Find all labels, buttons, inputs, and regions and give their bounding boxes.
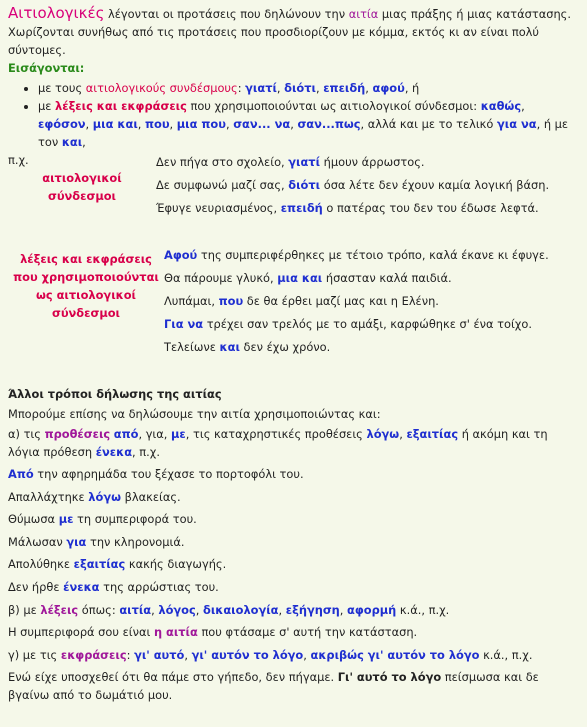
example-row: Θύμωσα με τη συμπεριφορά του. [8,512,197,527]
pch-label: π.χ. [8,153,29,167]
bullet-expressions: • με λέξεις και εκφράσεις που χρησιμοποιούνται ως αιτιολογικοί σύνδεσμοι: καθώς, εφόσον, μια και, που, μια που, σαν... να, σαν...πως, αλλά και με το τελικό για να, ή με τον και, [38,97,579,151]
eisagontai-heading: Εισάγονται: [8,61,85,75]
example-row: Η συμπεριφορά σου είναι η αιτία που φτάσαμε σ' αυτή την κατάσταση. [8,625,418,640]
example-row: Μάλωσαν για την κληρονομιά. [8,534,185,549]
group1-label: αιτιολογικοί σύνδεσμοι [42,170,122,203]
example-row: Από την αφηρημάδα του ξέχασε το πορτοφόλι του. [8,467,304,481]
example-row: Τελείωνε και δεν έχω χρόνο. [164,340,331,354]
other-intro: Μπορούμε επίσης να δηλώσουμε την αιτία χρησιμοποιώντας και: [8,407,381,421]
example-row: Απολύθηκε εξαιτίας κακής διαγωγής. [8,557,227,572]
section-c: γ) με τις εκφράσεις: γι' αυτό, γι' αυτόν το λόγο, ακριβώς γι' αυτόν το λόγο κ.ά., π.χ. [8,647,533,662]
example-row: Θα πάρουμε γλυκό, μια και ήσασταν καλά παιδιά. [164,271,452,285]
group2-label: λέξεις και εκφράσεις που χρησιμοποιούνται ως αιτιολογικοί σύνδεσμοι [13,252,159,320]
example-row: Δεν ήρθε ένεκα της αρρώστιας του. [8,579,219,594]
group1-rows [156,149,579,220]
example-row: Έφυγε νευριασμένος, επειδή ο πατέρας του δεν του έδωσε λεφτά. [156,201,539,215]
group2-rows [164,244,579,359]
example-row: Δε συμφωνώ μαζί σας, διότι όσα λέτε δεν έχουν καμία λογική βάση. [156,178,550,192]
aitia-word: αιτία [348,7,379,21]
example-row: Ενώ είχε υποσχεθεί ότι θα πάμε στο γήπεδο, δεν πήγαμε. Γι' αυτό το λόγο πείσμωσα και δε βγαίνω από το δωμάτιό μου. [8,670,539,703]
intro-title: Αιτιολογικές [8,4,105,22]
conjunction-examples [8,149,579,220]
intro-paragraph: Αιτιολογικές λέγονται οι προτάσεις που δηλώνουν την αιτία μιας πράξης ή μιας κατάστασης. Χωρίζονται συνήθως από τις προτάσεις που προσδιορίζουν με κόμμα, εκτός κι αν είναι πολύ σύντομες. [8,4,571,57]
bullet-conjunctions: • με τους αιτιολογικούς συνδέσμους: γιατί, διότι, επειδή, αφού, ή [38,79,579,97]
section-b: β) με λέξεις όπως: αιτία, λόγος, δικαιολογία, εξήγηση, αφορμή κ.ά., π.χ. [8,602,450,617]
example-row: Αφού της συμπεριφέρθηκες με τέτοιο τρόπο, καλά έκανε κι έφυγε. [164,248,549,262]
example-row: Λυπάμαι, που δε θα έρθει μαζί μας και η Ελένη. [164,294,439,308]
bullet-list [8,79,579,151]
section-a: α) τις προθέσεις από, για, με, τις καταχρηστικές προθέσεις λόγω, εξαιτίας ή ακόμη και τη λόγια πρόθεση ένεκα, π.χ. [8,427,548,459]
section-a-examples [8,463,579,666]
example-row: Απαλλάχτηκε λόγω βλακείας. [8,489,181,504]
expression-examples [8,244,579,359]
example-row: Για να τρέχει σαν τρελός με το αμάξι, καρφώθηκε σ' ένα τοίχο. [164,317,532,331]
other-heading: Άλλοι τρόποι δήλωσης της αιτίας [8,387,222,401]
example-row: Δεν πήγα στο σχολείο, γιατί ήμουν άρρωστος. [156,155,425,169]
